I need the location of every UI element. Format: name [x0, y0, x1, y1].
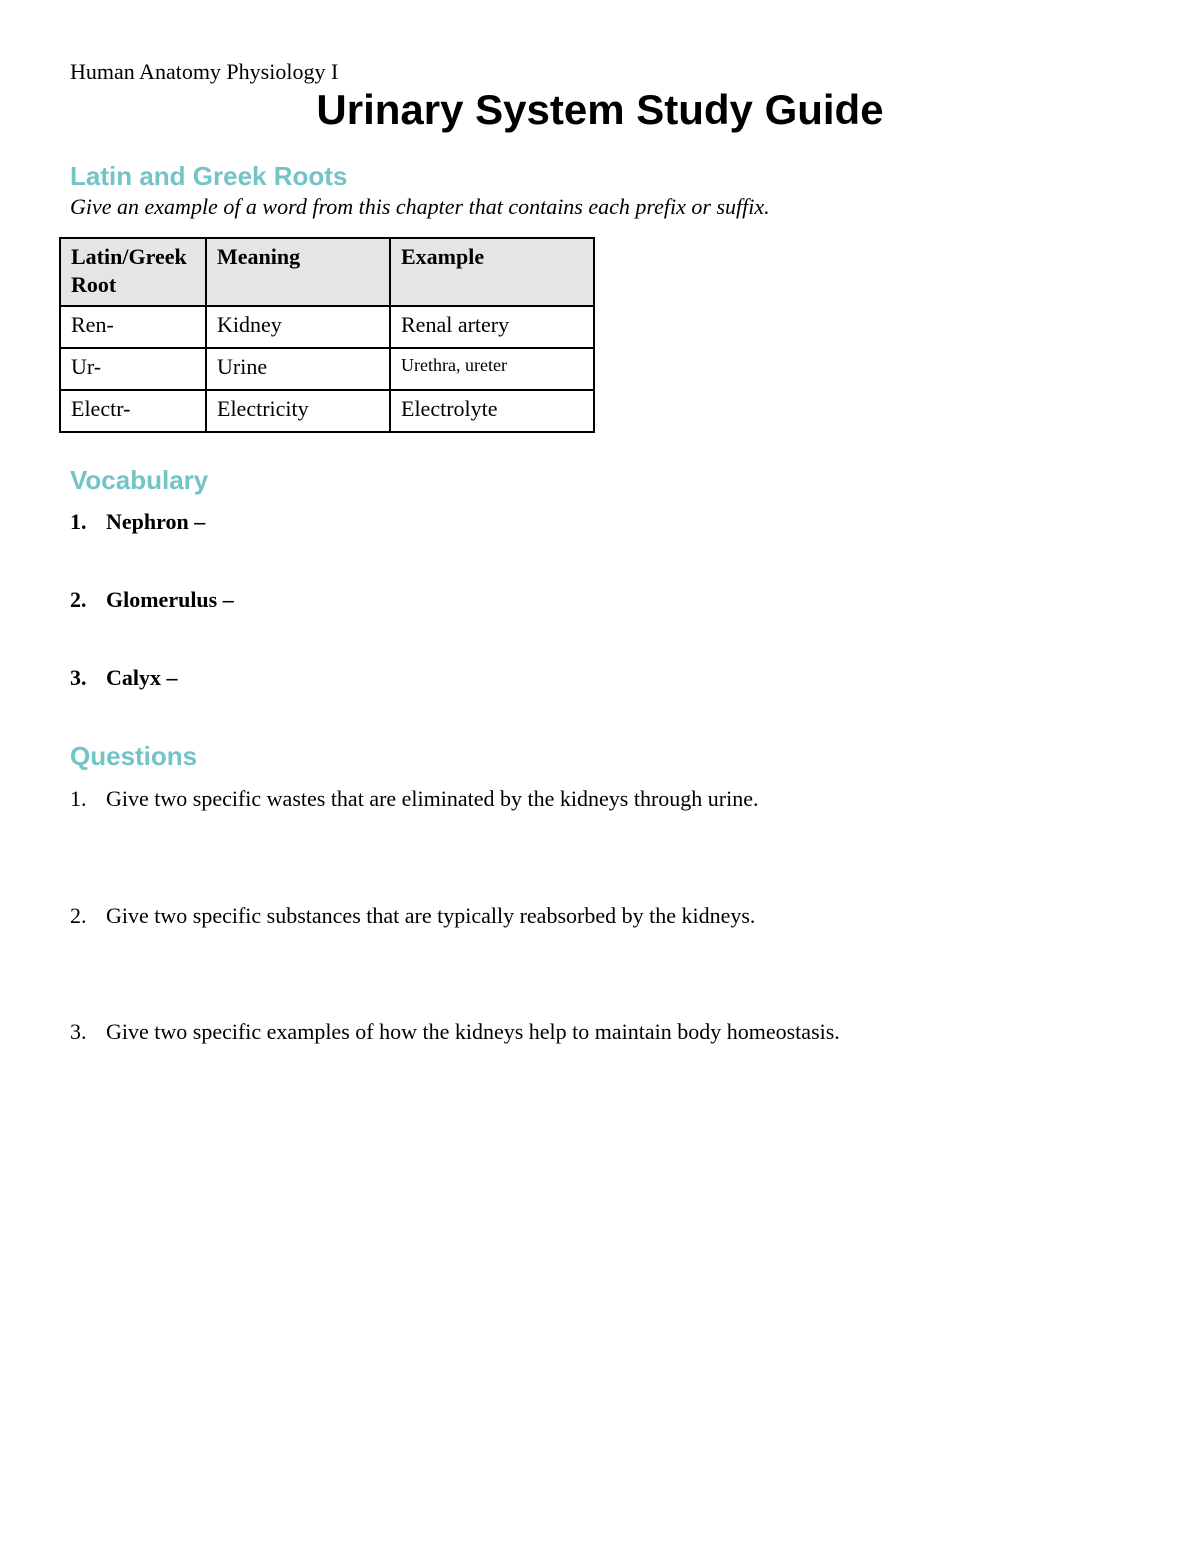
roots-table: [59, 237, 595, 433]
vocabulary-term: Glomerulus –: [106, 587, 234, 612]
column-header-meaning: Meaning: [206, 238, 390, 306]
vocabulary-item: [70, 664, 178, 692]
root-cell: Electr-: [60, 390, 206, 432]
item-number: 3.: [70, 665, 87, 690]
question-text: Give two specific wastes that are eliminated by the kidneys through urine.: [106, 786, 759, 811]
table-header-row: [60, 238, 594, 306]
course-name: Human Anatomy Physiology I: [70, 59, 339, 84]
vocabulary-item: [70, 586, 234, 614]
column-header-root: Latin/Greek Root: [60, 238, 206, 306]
root-cell: Ren-: [60, 306, 206, 348]
page-title: Urinary System Study Guide: [316, 86, 884, 133]
table-row: [60, 390, 594, 432]
question-text: Give two specific substances that are typically reabsorbed by the kidneys.: [106, 903, 756, 928]
question-item: [70, 902, 755, 930]
meaning-cell: Kidney: [206, 306, 390, 348]
example-cell: Electrolyte: [390, 390, 594, 432]
item-number: 1.: [70, 509, 87, 534]
item-number: 3.: [70, 1019, 87, 1044]
vocabulary-item: [70, 508, 205, 536]
question-item: [70, 785, 758, 813]
table-row: [60, 348, 594, 390]
meaning-cell: Electricity: [206, 390, 390, 432]
item-number: 2.: [70, 587, 87, 612]
questions-heading: Questions: [70, 741, 198, 771]
example-cell: Urethra, ureter: [390, 348, 594, 390]
vocabulary-heading: Vocabulary: [70, 465, 209, 495]
vocabulary-term: Calyx –: [106, 665, 178, 690]
question-item: [70, 1018, 840, 1046]
item-number: 1.: [70, 786, 87, 811]
roots-instructions: Give an example of a word from this chapter that contains each prefix or suffix.: [70, 194, 770, 219]
root-cell: Ur-: [60, 348, 206, 390]
roots-heading: Latin and Greek Roots: [70, 161, 348, 191]
example-cell: Renal artery: [390, 306, 594, 348]
question-text: Give two specific examples of how the kidneys help to maintain body homeostasis.: [106, 1019, 840, 1044]
column-header-example: Example: [390, 238, 594, 306]
vocabulary-term: Nephron –: [106, 509, 206, 534]
item-number: 2.: [70, 903, 87, 928]
table-row: [60, 306, 594, 348]
meaning-cell: Urine: [206, 348, 390, 390]
